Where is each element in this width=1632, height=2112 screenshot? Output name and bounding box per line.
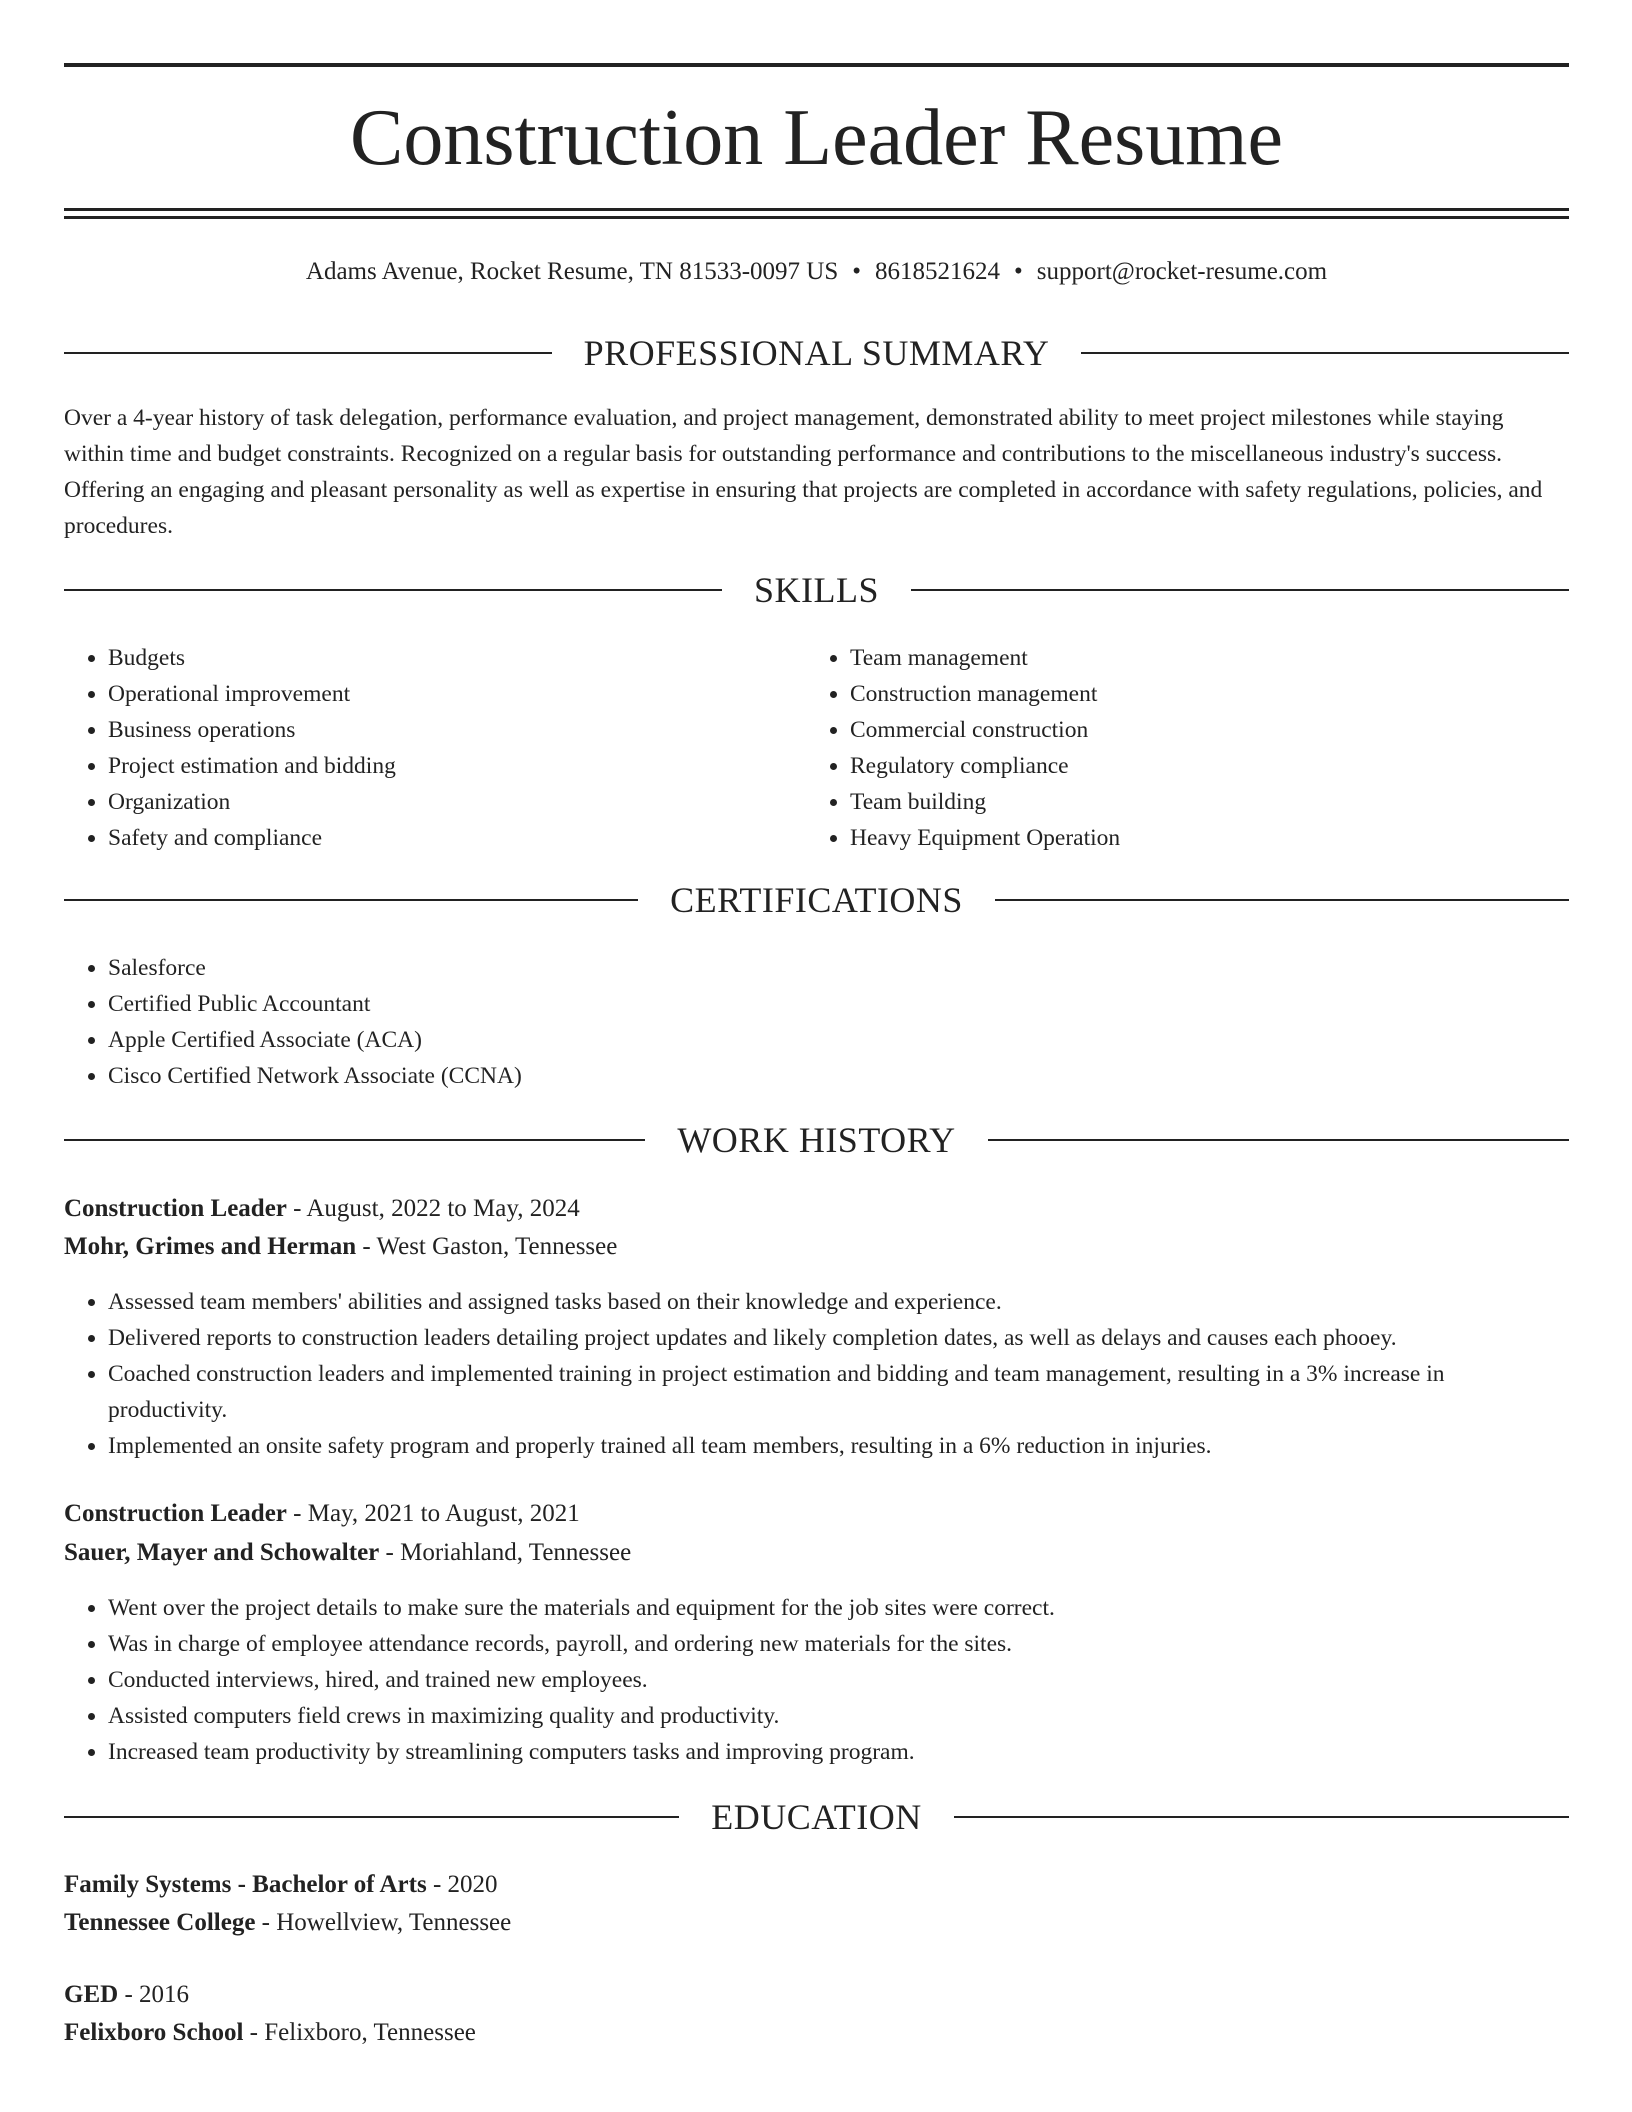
job-bullet: • Conducted interviews, hired, and trained new employees. xyxy=(108,1662,1569,1698)
job-dates: August, 2022 to May, 2024 xyxy=(306,1195,580,1222)
skill-item: • Project estimation and bidding xyxy=(108,748,798,784)
skill-item: • Regulatory compliance xyxy=(850,748,1550,784)
header-rule-right xyxy=(954,1816,1569,1818)
contact-email: support@rocket-resume.com xyxy=(1036,258,1328,285)
header-rule-left xyxy=(64,1139,645,1141)
section-title: WORK HISTORY xyxy=(677,1120,956,1160)
section-title: SKILLS xyxy=(754,570,880,610)
job-location: Moriahland, Tennessee xyxy=(400,1539,632,1566)
job-bullet: • Coached construction leaders and implemented training in project estimation and bidding and team management, resulting in a 3% increase in productivity. xyxy=(108,1356,1569,1428)
header-rule-left xyxy=(64,1816,679,1818)
certification-item: • Apple Certified Associate (ACA) xyxy=(108,1022,1508,1058)
education-school: Felixboro School xyxy=(64,2019,244,2046)
skills-list-right xyxy=(806,640,1550,856)
certifications-list xyxy=(64,950,1508,1094)
resume-title: Construction Leader Resume xyxy=(349,94,1284,182)
skill-item: • Operational improvement xyxy=(108,676,798,712)
education-year: 2016 xyxy=(139,1981,190,2008)
job-company-line: Mohr, Grimes and Herman - West Gaston, Tennessee xyxy=(64,1233,618,1260)
job-bullet: • Was in charge of employee attendance records, payroll, and ordering new materials for the sites. xyxy=(108,1626,1569,1662)
education-year: 2020 xyxy=(447,1871,498,1898)
header-rule-right xyxy=(911,589,1569,591)
top-rule xyxy=(64,63,1569,67)
skills-list-left xyxy=(64,640,798,856)
section-header-summary xyxy=(64,328,1569,378)
skill-item: • Heavy Equipment Operation xyxy=(850,820,1550,856)
header-rule-left xyxy=(64,899,638,901)
education-school: Tennessee College xyxy=(64,1909,256,1936)
section-header-certifications xyxy=(64,875,1569,925)
job-bullets xyxy=(64,1284,1569,1464)
section-header-work-history xyxy=(64,1115,1569,1165)
summary-text: Over a 4-year history of task delegation, performance evaluation, and project management, demonstrated ability to meet project milestones while staying within time and budget constraints. Recognized on a regular basis for outstanding performance and contributions to the miscellaneous industry's success. Offering an engaging and pleasant personality as well as expertise in ensuring that projects are completed in accordance with safety regulations, policies, and procedures. xyxy=(64,405,1543,539)
section-title: PROFESSIONAL SUMMARY xyxy=(583,333,1050,373)
certification-item: • Cisco Certified Network Associate (CCNA) xyxy=(108,1058,1508,1094)
header-rule-left xyxy=(64,352,552,354)
education-school-line: Tennessee College - Howellview, Tennessee xyxy=(64,1909,512,1936)
job-company-line: Sauer, Mayer and Schowalter - Moriahland, Tennessee xyxy=(64,1539,632,1566)
header-rule-right xyxy=(1081,352,1569,354)
section-title: CERTIFICATIONS xyxy=(670,880,963,920)
job-bullets xyxy=(64,1590,1569,1770)
certification-item: • Salesforce xyxy=(108,950,1508,986)
education-degree: Family Systems - Bachelor of Arts xyxy=(64,1871,427,1898)
skill-item: • Commercial construction xyxy=(850,712,1550,748)
header-rule-right xyxy=(995,899,1569,901)
job-title-line: Construction Leader - May, 2021 to August, 2021 xyxy=(64,1500,580,1527)
job-company: Mohr, Grimes and Herman xyxy=(64,1233,357,1260)
education-degree-line: Family Systems - Bachelor of Arts - 2020 xyxy=(64,1871,498,1898)
skill-item: • Business operations xyxy=(108,712,798,748)
job-title: Construction Leader xyxy=(64,1195,287,1222)
skill-item: • Construction management xyxy=(850,676,1550,712)
education-degree-line: GED - 2016 xyxy=(64,1981,190,2008)
job-bullet: • Implemented an onsite safety program and properly trained all team members, resulting in a 6% reduction in injuries. xyxy=(108,1428,1569,1464)
skill-item: • Team management xyxy=(850,640,1550,676)
contact-phone: 8618521624 xyxy=(875,258,1001,285)
education-location: Felixboro, Tennessee xyxy=(264,2019,476,2046)
job-bullet: • Assisted computers field crews in maximizing quality and productivity. xyxy=(108,1698,1569,1734)
job-bullet: • Went over the project details to make sure the materials and equipment for the job sites were correct. xyxy=(108,1590,1569,1626)
section-title: EDUCATION xyxy=(711,1797,922,1837)
title-double-rule-lower xyxy=(64,216,1569,219)
skill-item: • Team building xyxy=(850,784,1550,820)
header-rule-right xyxy=(988,1139,1569,1141)
job-location: West Gaston, Tennessee xyxy=(376,1233,618,1260)
education-school-line: Felixboro School - Felixboro, Tennessee xyxy=(64,2019,476,2046)
job-company: Sauer, Mayer and Schowalter xyxy=(64,1539,380,1566)
job-bullet: • Increased team productivity by streamlining computers tasks and improving program. xyxy=(108,1734,1569,1770)
job-title: Construction Leader xyxy=(64,1500,287,1527)
skill-item: • Safety and compliance xyxy=(108,820,798,856)
title-double-rule-upper xyxy=(64,208,1569,211)
contact-line xyxy=(64,254,1569,290)
skill-item: • Organization xyxy=(108,784,798,820)
section-header-skills xyxy=(64,565,1569,615)
job-bullet: • Delivered reports to construction leaders detailing project updates and likely completion dates, as well as delays and causes each phooey. xyxy=(108,1320,1569,1356)
contact-separator: • xyxy=(852,258,862,285)
header-rule-left xyxy=(64,589,722,591)
skill-item: • Budgets xyxy=(108,640,798,676)
contact-address: Adams Avenue, Rocket Resume, TN 81533-0097 US xyxy=(305,258,839,285)
job-bullet: • Assessed team members' abilities and assigned tasks based on their knowledge and experience. xyxy=(108,1284,1569,1320)
job-dates: May, 2021 to August, 2021 xyxy=(307,1500,580,1527)
certification-item: • Certified Public Accountant xyxy=(108,986,1508,1022)
education-degree: GED xyxy=(64,1981,119,2008)
education-location: Howellview, Tennessee xyxy=(276,1909,512,1936)
contact-separator: • xyxy=(1014,258,1023,285)
section-header-education xyxy=(64,1792,1569,1842)
job-title-line: Construction Leader - August, 2022 to May, 2024 xyxy=(64,1195,580,1222)
